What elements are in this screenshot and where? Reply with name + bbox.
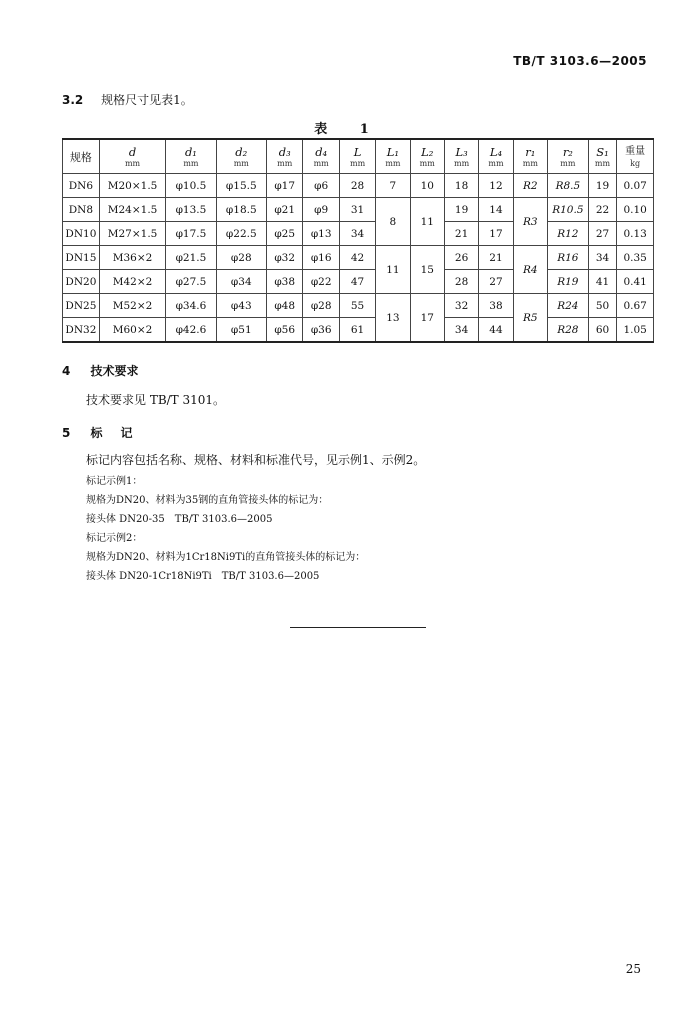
table-row bbox=[63, 246, 654, 270]
cell-d: M24×1.5 bbox=[99, 198, 165, 222]
cell-L3: 34 bbox=[444, 318, 478, 343]
cell-L: 42 bbox=[339, 246, 375, 270]
cell-d: M52×2 bbox=[99, 294, 165, 318]
cell-L: 61 bbox=[339, 318, 375, 343]
cell-d1: φ13.5 bbox=[166, 198, 216, 222]
cell-d3: φ32 bbox=[266, 246, 302, 270]
cell-r2: R19 bbox=[548, 270, 589, 294]
section-title: 标记 bbox=[90, 426, 151, 440]
cell-d3: φ21 bbox=[266, 198, 302, 222]
cell-L: 47 bbox=[339, 270, 375, 294]
cell-weight: 1.05 bbox=[617, 318, 654, 343]
col-header-d2: d₂ mm bbox=[216, 139, 266, 174]
table-row bbox=[63, 270, 654, 294]
cell-L4: 38 bbox=[479, 294, 513, 318]
table-row bbox=[63, 198, 654, 222]
cell-spec: DN32 bbox=[63, 318, 100, 343]
standard-code-header: TB/T 3103.6—2005 bbox=[513, 54, 647, 68]
section-text: 规格尺寸见表1。 bbox=[101, 93, 193, 107]
marking-line: 接头体 DN20-1Cr18Ni9Ti TB/T 3103.6—2005 bbox=[86, 571, 320, 582]
cell-d3: φ48 bbox=[266, 294, 302, 318]
cell-d: M20×1.5 bbox=[99, 174, 165, 198]
cell-L4: 44 bbox=[479, 318, 513, 343]
cell-r1: R5 bbox=[513, 294, 547, 343]
cell-L: 31 bbox=[339, 198, 375, 222]
table-row bbox=[63, 294, 654, 318]
section-3-2 bbox=[62, 91, 193, 108]
col-header-r2: r₂ mm bbox=[548, 139, 589, 174]
cell-d: M42×2 bbox=[99, 270, 165, 294]
cell-d2: φ43 bbox=[216, 294, 266, 318]
cell-S1: 60 bbox=[588, 318, 617, 343]
cell-r2: R16 bbox=[548, 246, 589, 270]
table-row bbox=[63, 222, 654, 246]
cell-d: M60×2 bbox=[99, 318, 165, 343]
cell-d4: φ9 bbox=[303, 198, 339, 222]
cell-weight: 0.35 bbox=[617, 246, 654, 270]
cell-d4: φ13 bbox=[303, 222, 339, 246]
cell-L3: 21 bbox=[444, 222, 478, 246]
col-header-L3: L₃ mm bbox=[444, 139, 478, 174]
cell-d3: φ17 bbox=[266, 174, 302, 198]
table-row bbox=[63, 318, 654, 343]
cell-d4: φ28 bbox=[303, 294, 339, 318]
cell-S1: 41 bbox=[588, 270, 617, 294]
cell-L2: 15 bbox=[410, 246, 444, 294]
cell-r2: R24 bbox=[548, 294, 589, 318]
col-header-L1: L₁ mm bbox=[376, 139, 410, 174]
col-header-d4: d₄ mm bbox=[303, 139, 339, 174]
col-header-r1: r₁ mm bbox=[513, 139, 547, 174]
cell-r2: R12 bbox=[548, 222, 589, 246]
marking-line: 接头体 DN20-35 TB/T 3103.6—2005 bbox=[86, 514, 273, 525]
cell-L3: 18 bbox=[444, 174, 478, 198]
cell-d2: φ51 bbox=[216, 318, 266, 343]
col-header-spec: 规格 bbox=[63, 139, 100, 174]
section-number: 4 bbox=[62, 364, 71, 378]
col-header-L4: L₄ mm bbox=[479, 139, 513, 174]
cell-S1: 50 bbox=[588, 294, 617, 318]
cell-L1: 8 bbox=[376, 198, 410, 246]
cell-S1: 27 bbox=[588, 222, 617, 246]
end-rule bbox=[290, 627, 426, 628]
cell-L4: 21 bbox=[479, 246, 513, 270]
section-number: 5 bbox=[62, 426, 71, 440]
table-row bbox=[63, 174, 654, 198]
cell-d3: φ56 bbox=[266, 318, 302, 343]
cell-spec: DN25 bbox=[63, 294, 100, 318]
col-header-d1: d₁ mm bbox=[166, 139, 216, 174]
cell-weight: 0.10 bbox=[617, 198, 654, 222]
cell-L4: 27 bbox=[479, 270, 513, 294]
cell-weight: 0.13 bbox=[617, 222, 654, 246]
cell-d4: φ22 bbox=[303, 270, 339, 294]
cell-r2: R10.5 bbox=[548, 198, 589, 222]
page-number: 25 bbox=[625, 962, 641, 976]
table-header-row bbox=[63, 139, 654, 174]
cell-r1: R3 bbox=[513, 198, 547, 246]
cell-L3: 26 bbox=[444, 246, 478, 270]
cell-L2: 17 bbox=[410, 294, 444, 343]
cell-L4: 14 bbox=[479, 198, 513, 222]
cell-d4: φ16 bbox=[303, 246, 339, 270]
cell-L1: 11 bbox=[376, 246, 410, 294]
section-5-intro: 标记内容包括名称、规格、材料和标准代号，见示例1、示例2。 bbox=[86, 453, 426, 467]
marking-line: 规格为DN20、材料为35钢的直角管接头体的标记为： bbox=[86, 495, 329, 506]
cell-L: 55 bbox=[339, 294, 375, 318]
cell-d2: φ15.5 bbox=[216, 174, 266, 198]
cell-spec: DN20 bbox=[63, 270, 100, 294]
cell-spec: DN8 bbox=[63, 198, 100, 222]
col-header-L2: L₂ mm bbox=[410, 139, 444, 174]
col-header-d: d mm bbox=[99, 139, 165, 174]
cell-d3: φ38 bbox=[266, 270, 302, 294]
cell-weight: 0.41 bbox=[617, 270, 654, 294]
cell-L3: 32 bbox=[444, 294, 478, 318]
cell-L4: 17 bbox=[479, 222, 513, 246]
cell-d1: φ10.5 bbox=[166, 174, 216, 198]
cell-L3: 28 bbox=[444, 270, 478, 294]
section-number: 3.2 bbox=[62, 93, 84, 107]
cell-d1: φ17.5 bbox=[166, 222, 216, 246]
section-title: 技术要求 bbox=[90, 364, 139, 378]
col-header-d3: d₃ mm bbox=[266, 139, 302, 174]
cell-spec: DN10 bbox=[63, 222, 100, 246]
cell-d: M36×2 bbox=[99, 246, 165, 270]
spec-table bbox=[62, 138, 654, 343]
col-header-S1: S₁ mm bbox=[588, 139, 617, 174]
table-title: 表 1 bbox=[314, 122, 383, 137]
cell-S1: 34 bbox=[588, 246, 617, 270]
cell-weight: 0.67 bbox=[617, 294, 654, 318]
cell-L1: 13 bbox=[376, 294, 410, 343]
section-4-heading bbox=[62, 362, 139, 379]
cell-d2: φ34 bbox=[216, 270, 266, 294]
cell-d: M27×1.5 bbox=[99, 222, 165, 246]
cell-d2: φ18.5 bbox=[216, 198, 266, 222]
marking-line: 标记示例2： bbox=[86, 533, 143, 544]
cell-d4: φ6 bbox=[303, 174, 339, 198]
cell-d4: φ36 bbox=[303, 318, 339, 343]
cell-r1: R4 bbox=[513, 246, 547, 294]
cell-L4: 12 bbox=[479, 174, 513, 198]
cell-d1: φ34.6 bbox=[166, 294, 216, 318]
cell-d3: φ25 bbox=[266, 222, 302, 246]
cell-d1: φ21.5 bbox=[166, 246, 216, 270]
cell-L2: 11 bbox=[410, 198, 444, 246]
cell-r2: R28 bbox=[548, 318, 589, 343]
cell-L: 28 bbox=[339, 174, 375, 198]
col-header-L: L mm bbox=[339, 139, 375, 174]
col-header-weight: 重量 kg bbox=[617, 139, 654, 174]
cell-L2: 10 bbox=[410, 174, 444, 198]
cell-weight: 0.07 bbox=[617, 174, 654, 198]
section-4-text: 技术要求见 TB/T 3101。 bbox=[86, 393, 226, 407]
cell-d1: φ27.5 bbox=[166, 270, 216, 294]
cell-L1: 7 bbox=[376, 174, 410, 198]
section-5-heading bbox=[62, 424, 151, 441]
cell-spec: DN15 bbox=[63, 246, 100, 270]
cell-spec: DN6 bbox=[63, 174, 100, 198]
marking-line: 规格为DN20、材料为1Cr18Ni9Ti的直角管接头体的标记为： bbox=[86, 552, 366, 563]
cell-S1: 19 bbox=[588, 174, 617, 198]
cell-L: 34 bbox=[339, 222, 375, 246]
marking-line: 标记示例1： bbox=[86, 476, 143, 487]
cell-d2: φ22.5 bbox=[216, 222, 266, 246]
cell-r1: R2 bbox=[513, 174, 547, 198]
cell-d1: φ42.6 bbox=[166, 318, 216, 343]
cell-L3: 19 bbox=[444, 198, 478, 222]
cell-d2: φ28 bbox=[216, 246, 266, 270]
cell-r2: R8.5 bbox=[548, 174, 589, 198]
cell-S1: 22 bbox=[588, 198, 617, 222]
